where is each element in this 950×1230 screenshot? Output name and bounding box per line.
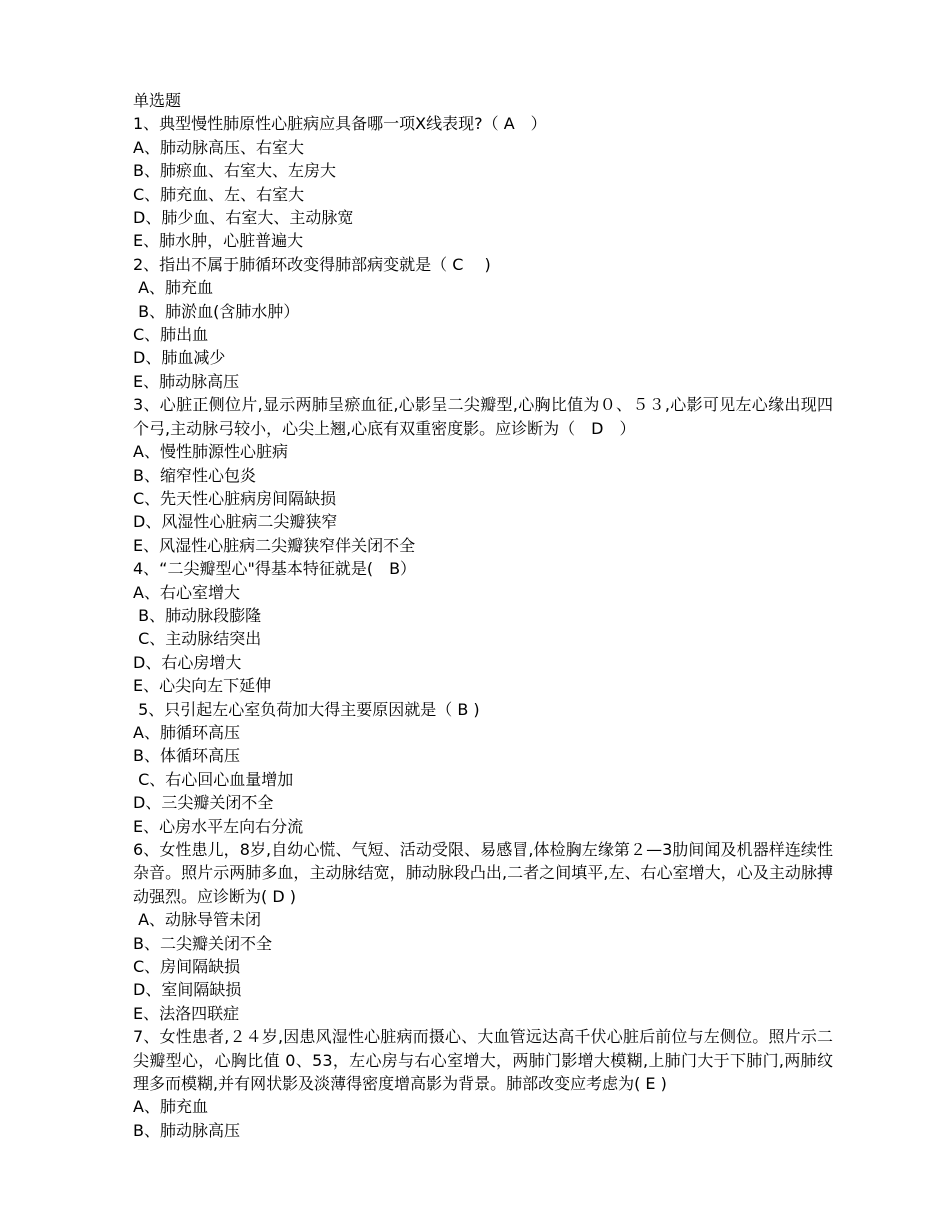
- question-1-option-b: B、肺瘀血、右室大、左房大: [133, 161, 336, 181]
- question-3-option-a: A、慢性肺源性心脏病: [133, 442, 288, 462]
- question-2-option-c: C、肺出血: [133, 325, 209, 345]
- question-3: 3、心脏正侧位片,显示两肺呈瘀血征,心影呈二尖瓣型,心胸比值为０、５３,心影可见左心缘出现四个弓,主动脉弓较小，心尖上翘,心底有双重密度影。应诊断为（ D ）: [133, 395, 833, 438]
- question-4-option-b: B、肺动脉段膨隆: [133, 605, 262, 625]
- question-5-option-e: E、心房水平左向右分流: [133, 816, 304, 836]
- question-6: 6、女性患儿，8岁,自幼心慌、气短、活动受限、易感冒,体检胸左缘第２—3肋间闻及机器样连续性杂音。照片示两肺多血，主动脉结宽，肺动脉段凸出,二者之间填平,左、右心室增大，心及主动脉搏动强烈。应诊断为( D ): [133, 840, 833, 906]
- question-1-option-c: C、肺充血、左、右室大: [133, 184, 305, 204]
- question-6-option-b: B、二尖瓣关闭不全: [133, 933, 272, 953]
- question-1: 1、典型慢性肺原性心脏病应具备哪一项X线表现?（ A ）: [133, 114, 547, 134]
- question-2-option-e: E、肺动脉高压: [133, 371, 240, 391]
- question-1-option-e: E、肺水肿，心脏普遍大: [133, 231, 304, 251]
- question-5-option-b: B、体循环高压: [133, 746, 240, 766]
- question-4-option-d: D、右心房增大: [133, 652, 242, 672]
- question-3-option-b: B、缩窄性心包炎: [133, 465, 256, 485]
- question-6-option-c: C、房间隔缺损: [133, 957, 241, 977]
- question-5-option-d: D、三尖瓣关闭不全: [133, 793, 274, 813]
- question-6-option-a: A、动脉导管未闭: [133, 910, 262, 930]
- question-5: 5、只引起左心室负荷加大得主要原因就是（ B ): [133, 699, 480, 719]
- question-3-option-d: D、风湿性心脏病二尖瓣狭窄: [133, 512, 338, 532]
- question-6-option-e: E、法洛四联症: [133, 1003, 240, 1023]
- question-4: 4、“二尖瓣型心"得基本特征就是( B）: [133, 559, 417, 579]
- question-2: 2、指出不属于肺循环改变得肺部病变就是（ C ): [133, 254, 491, 274]
- question-1-option-d: D、肺少血、右室大、主动脉宽: [133, 208, 354, 228]
- question-2-option-b: B、肺淤血(含肺水肿）: [133, 301, 300, 321]
- question-5-option-c: C、右心回心血量增加: [133, 769, 294, 789]
- question-1-option-a: A、肺动脉高压、右室大: [133, 137, 304, 157]
- question-3-option-c: C、先天性心脏病房间隔缺损: [133, 488, 337, 508]
- question-7-option-a: A、肺充血: [133, 1097, 208, 1117]
- document-page: [133, 89, 833, 1142]
- question-5-option-a: A、肺循环高压: [133, 722, 240, 742]
- question-2-option-a: A、肺充血: [133, 278, 214, 298]
- question-6-option-d: D、室间隔缺损: [133, 980, 242, 1000]
- question-7-option-b: B、肺动脉高压: [133, 1120, 240, 1140]
- question-4-option-c: C、主动脉结突出: [133, 629, 262, 649]
- section-title: 单选题: [133, 91, 182, 110]
- question-7: 7、女性患者,２４岁,因患风湿性心脏病而摄心、大血管远达高千伏心脏后前位与左侧位。照片示二尖瓣型心，心胸比值 0、53，左心房与右心室增大，两肺门影增大模糊,上肺门大于下肺门,两肺纹理多而模糊,并有网状影及淡薄得密度增高影为背景。肺部改变应考虑为( E ): [133, 1027, 833, 1094]
- question-2-option-d: D、肺血减少: [133, 348, 226, 368]
- question-4-option-a: A、右心室增大: [133, 582, 240, 602]
- question-3-option-e: E、风湿性心脏病二尖瓣狭窄伴关闭不全: [133, 535, 416, 555]
- question-4-option-e: E、心尖向左下延伸: [133, 676, 272, 696]
